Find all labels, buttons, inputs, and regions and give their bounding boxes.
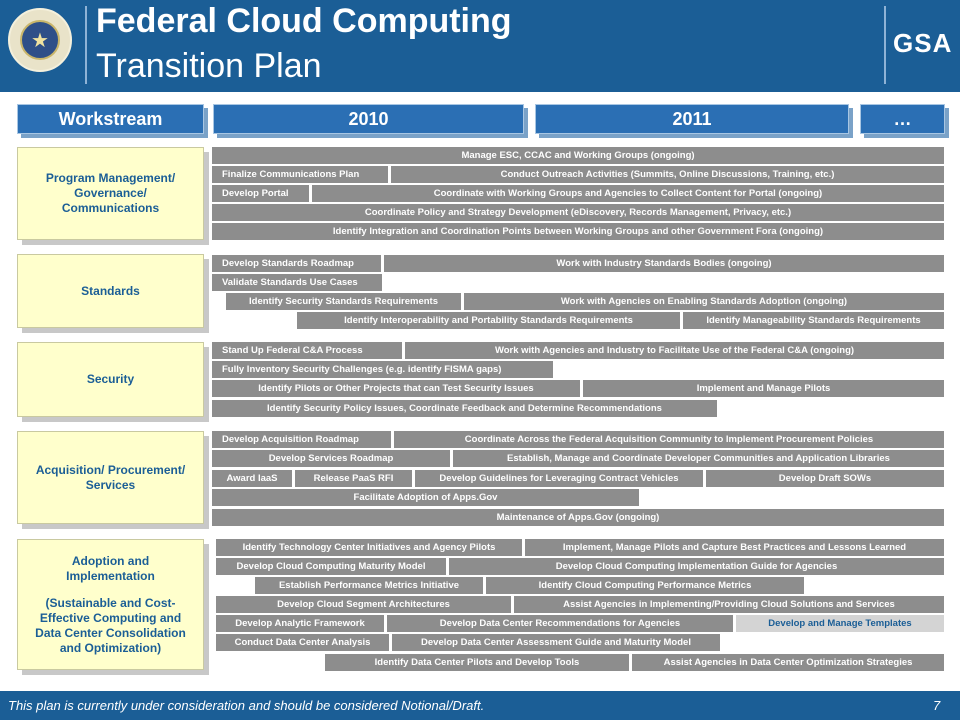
task-bar: Identify Pilots or Other Projects that can Test Security Issues xyxy=(212,380,580,397)
task-bar: Develop Analytic Framework xyxy=(216,615,384,632)
col-header-2010: 2010 xyxy=(213,104,524,134)
task-bar: Identify Technology Center Initiatives and Agency Pilots xyxy=(216,539,522,556)
page-title: Federal Cloud Computing xyxy=(96,2,512,40)
task-bar: Develop and Manage Templates xyxy=(736,615,944,632)
divider xyxy=(884,6,886,84)
task-bar: Develop Acquisition Roadmap xyxy=(212,431,391,448)
workstream-adoption xyxy=(17,539,204,670)
header-banner xyxy=(0,0,960,92)
task-bar: Develop Guidelines for Leveraging Contract Vehicles xyxy=(415,470,703,487)
workstream-label: Standards xyxy=(81,283,140,298)
task-bar: Identify Security Policy Issues, Coordinate Feedback and Determine Recommendations xyxy=(212,400,717,417)
task-bar: Facilitate Adoption of Apps.Gov xyxy=(212,489,639,506)
workstream-label: Security xyxy=(86,372,135,386)
task-bar: Coordinate Across the Federal Acquisition Community to Implement Procurement Policies xyxy=(394,431,944,448)
task-bar: Identify Cloud Computing Performance Metrics xyxy=(486,577,804,594)
task-bar: Conduct Data Center Analysis xyxy=(216,634,389,651)
task-bar: Develop Draft SOWs xyxy=(706,470,944,487)
task-bar: Develop Cloud Segment Architectures xyxy=(216,596,511,613)
task-bar: Develop Cloud Computing Maturity Model xyxy=(216,558,446,575)
task-bar: Establish, Manage and Coordinate Developer Communities and Application Libraries xyxy=(453,450,944,467)
task-bar: Work with Industry Standards Bodies (ongoing) xyxy=(384,255,944,272)
page-subtitle: Transition Plan xyxy=(96,47,322,85)
page-number: 7 xyxy=(933,698,941,713)
task-bar: Fully Inventory Security Challenges (e.g. identify FISMA gaps) xyxy=(212,361,553,378)
task-bar: Identify Integration and Coordination Points between Working Groups and other Government Fora (ongoing) xyxy=(212,223,944,240)
task-bar: Develop Data Center Assessment Guide and Maturity Model xyxy=(392,634,720,651)
task-bar: Implement and Manage Pilots xyxy=(583,380,944,397)
task-bar: Identify Data Center Pilots and Develop Tools xyxy=(325,654,629,671)
footer xyxy=(0,691,960,720)
task-bar: Develop Cloud Computing Implementation Guide for Agencies xyxy=(449,558,944,575)
task-bar: Finalize Communications Plan xyxy=(212,166,388,183)
col-header-2011: 2011 xyxy=(535,104,849,134)
task-bar: Validate Standards Use Cases xyxy=(212,274,382,291)
workstream-label: Acquisition/ Procurement/ Services xyxy=(35,462,186,492)
workstream-security xyxy=(17,342,204,417)
workstream-sublabel: (Sustainable and Cost-Effective Computing and Data Center Consolidation and Optimization) xyxy=(35,595,186,655)
workstream-label: Adoption and Implementation xyxy=(66,553,155,583)
task-bar: Identify Manageability Standards Requirements xyxy=(683,312,944,329)
col-header-more: … xyxy=(860,104,945,134)
task-bar: Implement, Manage Pilots and Capture Best Practices and Lessons Learned xyxy=(525,539,944,556)
task-bar: Work with Agencies on Enabling Standards Adoption (ongoing) xyxy=(464,293,944,310)
task-bar: Establish Performance Metrics Initiative xyxy=(255,577,483,594)
footer-note: This plan is currently under consideration and should be considered Notional/Draft. xyxy=(8,698,485,713)
task-bar: Assist Agencies in Implementing/Providing Cloud Solutions and Services xyxy=(514,596,944,613)
workstream-standards xyxy=(17,254,204,328)
task-bar: Assist Agencies in Data Center Optimization Strategies xyxy=(632,654,944,671)
task-bar: Identify Security Standards Requirements xyxy=(226,293,461,310)
task-bar: Stand Up Federal C&A Process xyxy=(212,342,402,359)
eagle-icon: ★ xyxy=(20,20,60,60)
task-bar: Develop Services Roadmap xyxy=(212,450,450,467)
task-bar: Manage ESC, CCAC and Working Groups (ongoing) xyxy=(212,147,944,164)
task-bar: Identify Interoperability and Portability Standards Requirements xyxy=(297,312,680,329)
workstream-program-management xyxy=(17,147,204,240)
gsa-logo: GSA xyxy=(893,28,953,58)
task-bar: Develop Standards Roadmap xyxy=(212,255,381,272)
task-bar: Release PaaS RFI xyxy=(295,470,412,487)
task-bar: Maintenance of Apps.Gov (ongoing) xyxy=(212,509,944,526)
task-bar: Develop Portal xyxy=(212,185,309,202)
task-bar: Work with Agencies and Industry to Facilitate Use of the Federal C&A (ongoing) xyxy=(405,342,944,359)
task-bar: Develop Data Center Recommendations for Agencies xyxy=(387,615,733,632)
workstream-label: Program Management/ Governance/ Communications xyxy=(45,171,176,215)
task-bar: Coordinate with Working Groups and Agencies to Collect Content for Portal (ongoing) xyxy=(312,185,944,202)
task-bar: Award IaaS xyxy=(212,470,292,487)
presidential-seal-icon xyxy=(8,8,72,72)
col-header-workstream: Workstream xyxy=(17,104,204,134)
workstream-acquisition xyxy=(17,431,204,524)
task-bar: Coordinate Policy and Strategy Development (eDiscovery, Records Management, Privacy, etc.) xyxy=(212,204,944,221)
task-bar: Conduct Outreach Activities (Summits, Online Discussions, Training, etc.) xyxy=(391,166,944,183)
divider xyxy=(85,6,87,84)
